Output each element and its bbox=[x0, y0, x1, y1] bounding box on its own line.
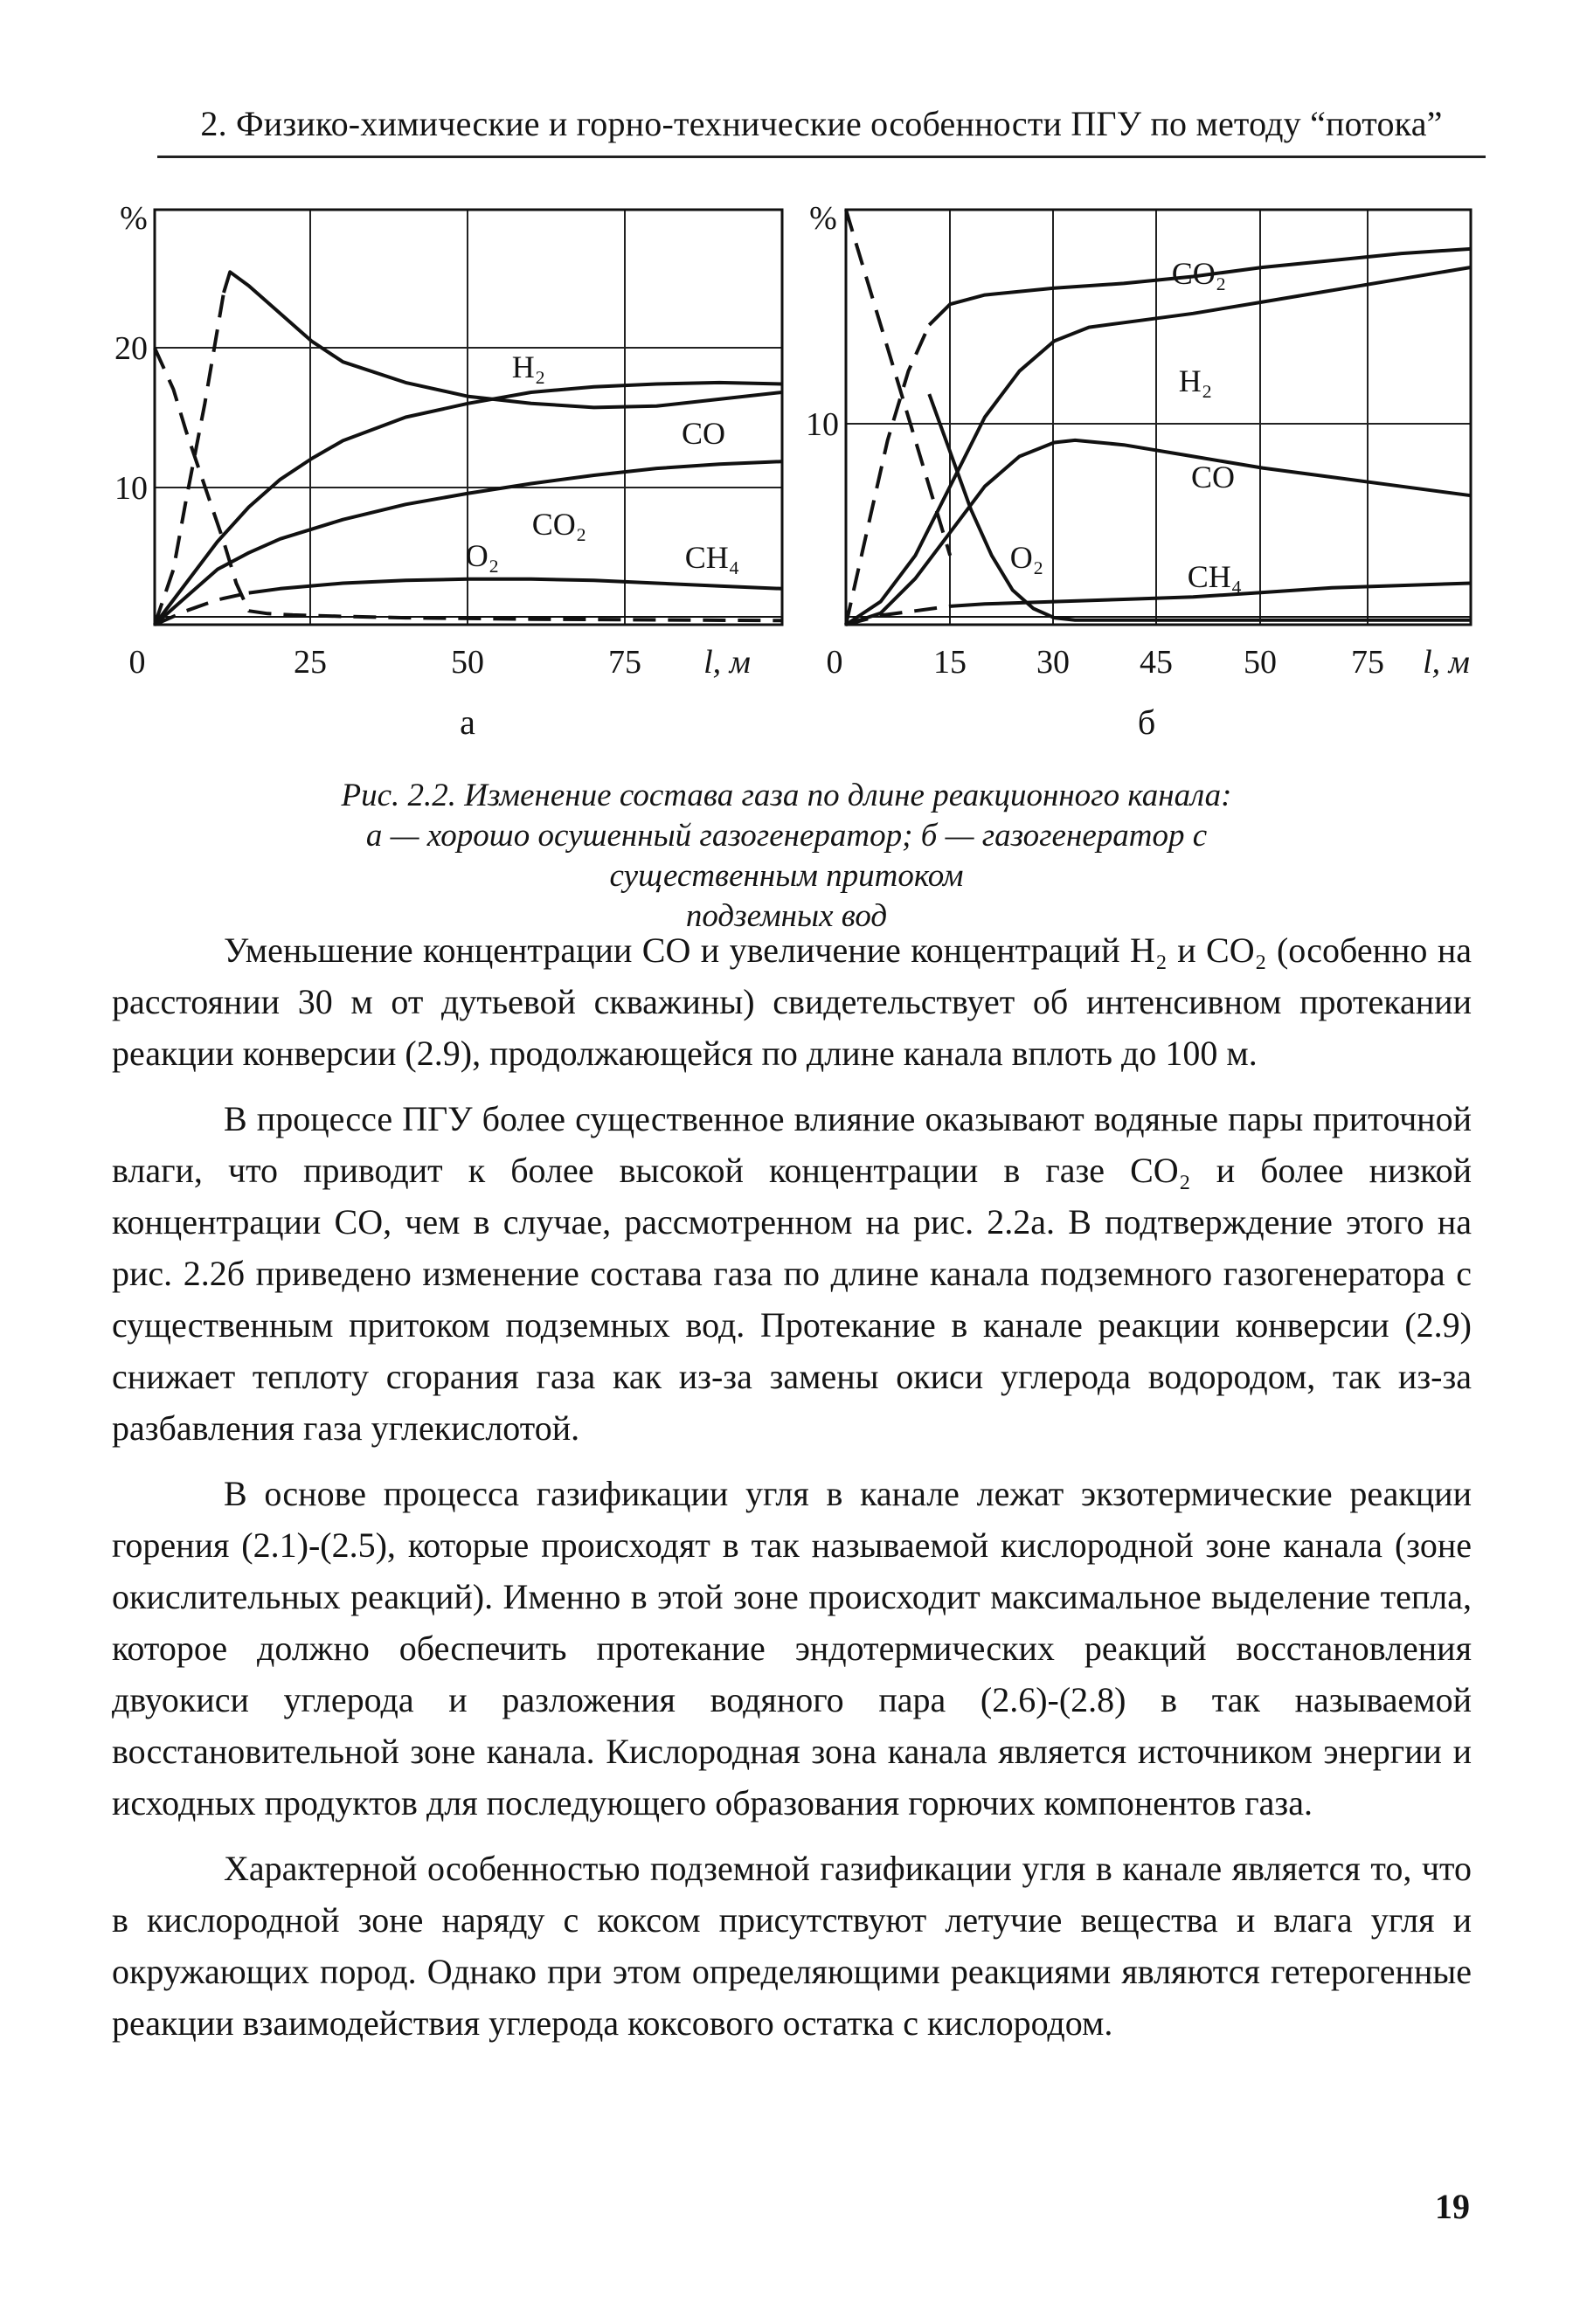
x-tick-label: 15 bbox=[933, 644, 967, 681]
series-line bbox=[846, 325, 929, 625]
y-axis-label: % bbox=[809, 200, 837, 237]
paragraph-2: В процессе ПГУ более существенное влияние оказывают водяные пары приточной влаги, что приводит к более высокой концентрации в газе СО₂ и более низкой концентрации СО, чем в случае, рассмотренном на рис. 2.2а. В подтверждение этого на рис. 2.2б приведено изменение состава газа по длине канала подземного газогенератора с существенным притоком подземных вод. Протекание в канале реакции конверсии (2.9) снижает теплоту сгорания газа как из-за замены окиси углерода водородом, так из-за разбавления газа углекислотой. bbox=[112, 1099, 1472, 1448]
chart-b bbox=[806, 200, 1471, 742]
paragraph-3: В основе процесса газификации угля в канале лежат экзотермические реакции горения (2.1)-(2.5), которые происходят в так называемой кислородной зоне канала (зоне окислительных реакций). Именно в этой зоне происходит максимальное выделение тепла, которое должно обеспечить протекание эндотермических реакций восстановления двуокиси углерода и разложения водяного пара (2.6)-(2.8) в так называемой восстановительной зоне канала. Кислородная зона канала является источником энергии и исходных продуктов для последующего образования горючих компонентов газа. bbox=[112, 1474, 1472, 1823]
series-line bbox=[249, 579, 782, 593]
y-tick-label: 10 bbox=[806, 406, 839, 443]
series-annotation: CO₂ bbox=[531, 507, 587, 542]
series-annotation: CO bbox=[681, 416, 726, 451]
running-header: 2. Физико-химические и горно-технические особенности ПГУ по методу “потока” bbox=[200, 104, 1443, 143]
series-annotation: H₂ bbox=[1178, 363, 1213, 398]
panel-label: б bbox=[1137, 702, 1156, 742]
x-tick-label: 75 bbox=[608, 644, 641, 681]
series-annotation: H₂ bbox=[511, 349, 546, 384]
plot-frame bbox=[846, 210, 1471, 625]
x-tick-label: 45 bbox=[1140, 644, 1173, 681]
series-annotation: CH₄ bbox=[684, 540, 740, 575]
panel-label: а bbox=[460, 702, 475, 742]
page-number: 19 bbox=[1435, 2187, 1470, 2226]
x-tick-label: 75 bbox=[1351, 644, 1384, 681]
series-annotation: O₂ bbox=[465, 538, 500, 573]
series-line bbox=[224, 272, 782, 407]
chart-a bbox=[114, 200, 782, 742]
caption-line-1: Рис. 2.2. Изменение состава газа по длине реакционного канала: bbox=[341, 778, 1232, 813]
x-tick-label: 50 bbox=[1244, 644, 1277, 681]
series-annotation: CO₂ bbox=[1171, 256, 1227, 291]
y-tick-label: 20 bbox=[114, 330, 148, 367]
caption-line-2: а — хорошо осушенный газогенератор; б — газогенератор с существенным притоком bbox=[365, 818, 1208, 894]
series-annotation: CH₄ bbox=[1187, 559, 1243, 594]
y-tick-label: 10 bbox=[114, 470, 148, 507]
series-annotation: O₂ bbox=[1009, 540, 1044, 575]
y-axis-label: % bbox=[120, 200, 148, 237]
x-tick-label: 25 bbox=[294, 644, 327, 681]
paragraph-4: Характерной особенностью подземной газификации угля в канале является то, что в кислородной зоне наряду с коксом присутствуют летучие вещества и влага угля и окружающих пород. Однако при этом определяющими реакциями являются гетерогенные реакции взаимодействия углерода коксового остатка с кислородом. bbox=[112, 1849, 1472, 2043]
paragraph-1: Уменьшение концентрации СО и увеличение концентраций Н₂ и СО₂ (особенно на расстоянии 30 м от дутьевой скважины) свидетельствует об интенсивном протекании реакции конверсии (2.9), продолжающейся по длине канала вплоть до 100 м. bbox=[112, 930, 1472, 1073]
x-tick-label: 50 bbox=[451, 644, 484, 681]
series-line bbox=[846, 267, 1471, 625]
x-tick-label: 0 bbox=[826, 644, 843, 681]
x-axis-label: l, м bbox=[1423, 644, 1470, 681]
x-axis-label: l, м bbox=[703, 644, 751, 681]
series-annotation: CO bbox=[1190, 460, 1236, 495]
body-text bbox=[112, 924, 1472, 2063]
figure-caption bbox=[262, 776, 1311, 937]
x-tick-label: 0 bbox=[128, 644, 146, 681]
x-tick-label: 30 bbox=[1036, 644, 1070, 681]
caption-line-3: подземных вод bbox=[685, 898, 888, 934]
series-line bbox=[846, 210, 950, 556]
